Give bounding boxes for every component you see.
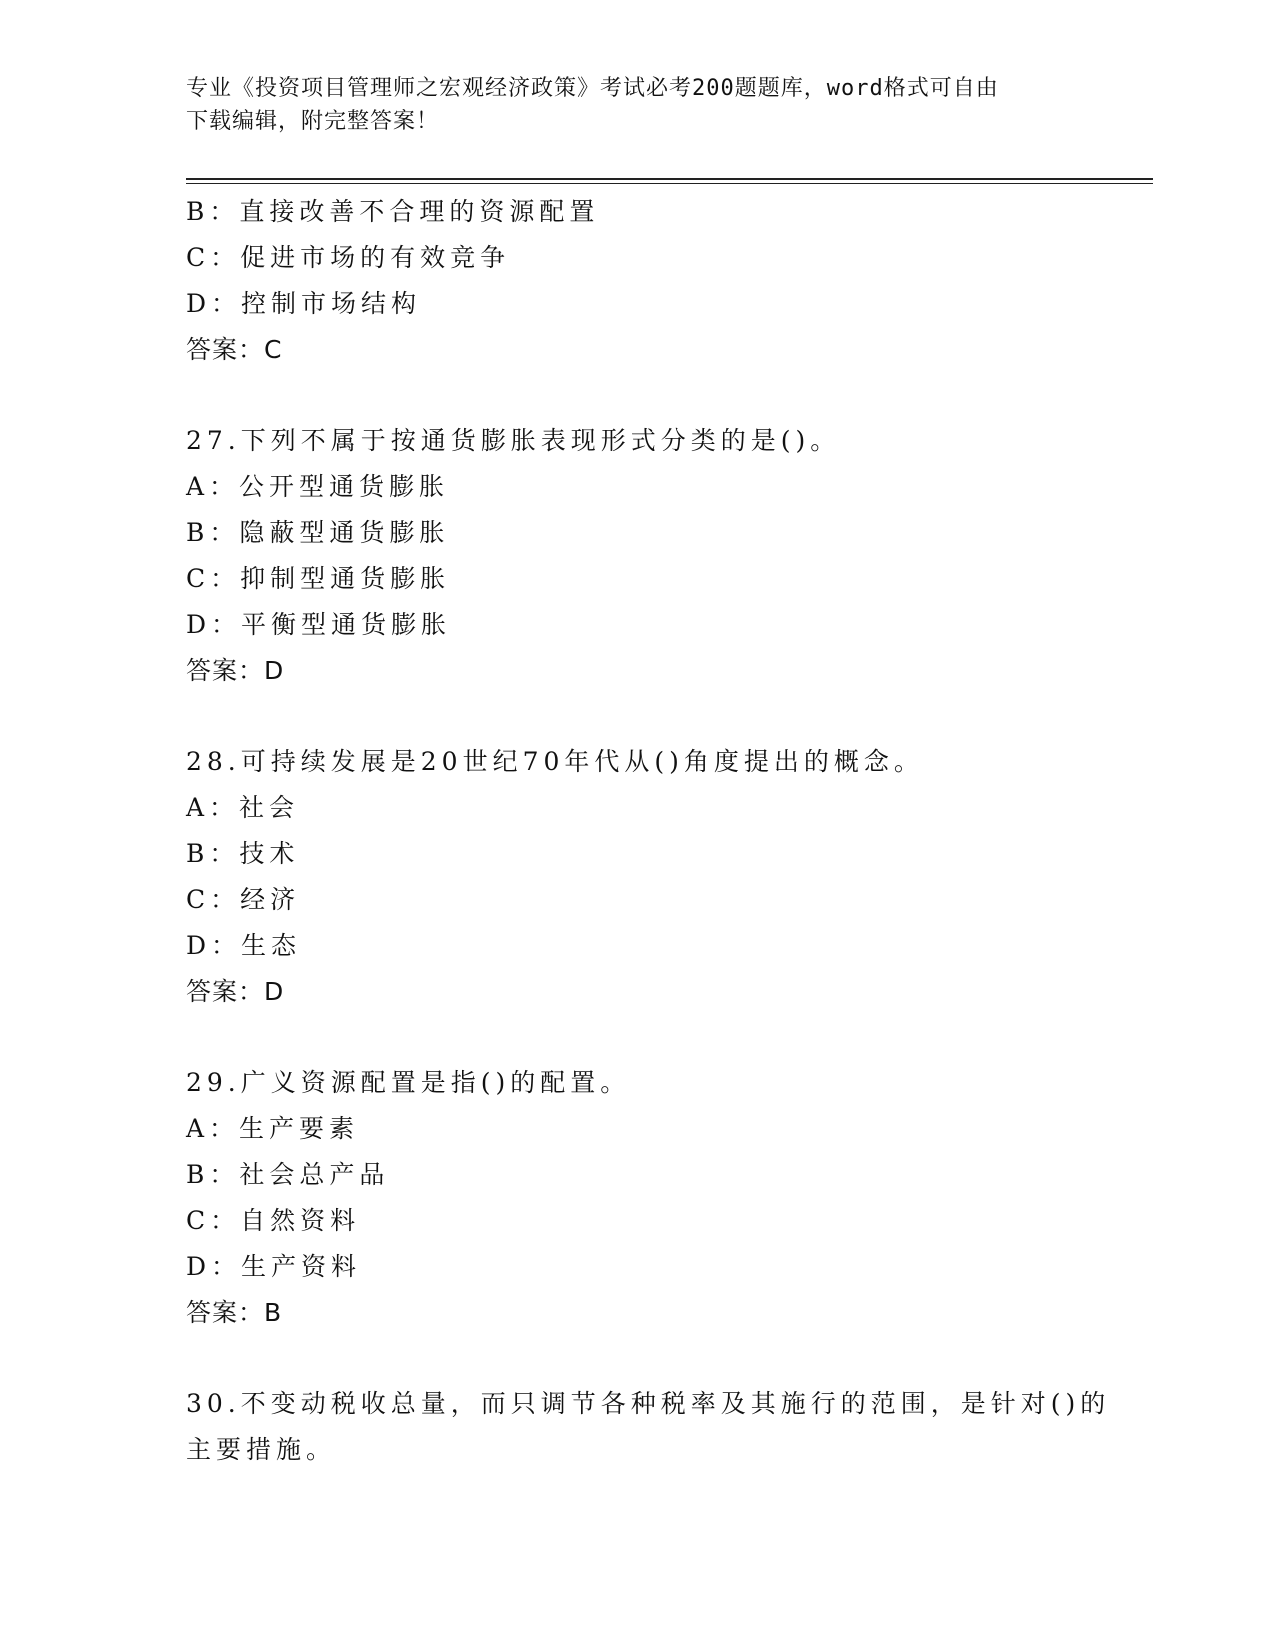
option-a: A：公开型通货膨胀 xyxy=(186,472,450,501)
question-stem: 29.广义资源配置是指()的配置。 xyxy=(186,1068,631,1097)
question-stem-line-1: 30.不变动税收总量，而只调节各种税率及其施行的范围，是针对()的 xyxy=(186,1389,1111,1418)
option-d: D：控制市场结构 xyxy=(186,289,422,318)
option-b: B：社会总产品 xyxy=(186,1160,390,1189)
answer: 答案：D xyxy=(186,656,285,685)
question-stem: 28.可持续发展是20世纪70年代从()角度提出的概念。 xyxy=(186,747,924,776)
option-b: B：直接改善不合理的资源配置 xyxy=(186,197,600,226)
document-header xyxy=(186,72,1066,138)
question-stem: 27.下列不属于按通货膨胀表现形式分类的是()。 xyxy=(186,426,841,455)
option-a: A：社会 xyxy=(186,793,300,822)
option-c: C：抑制型通货膨胀 xyxy=(186,564,451,593)
question-30 xyxy=(186,1381,1146,1473)
answer: 答案：C xyxy=(186,335,283,364)
question-29 xyxy=(186,1060,1146,1336)
header-line-2: 下载编辑，附完整答案！ xyxy=(186,109,440,134)
answer: 答案：D xyxy=(186,977,285,1006)
header-divider-thin xyxy=(186,183,1153,184)
option-a: A：生产要素 xyxy=(186,1114,360,1143)
option-c: C：自然资料 xyxy=(186,1206,361,1235)
option-b: B：隐蔽型通货膨胀 xyxy=(186,518,450,547)
option-d: D：平衡型通货膨胀 xyxy=(186,610,452,639)
option-d: D：生态 xyxy=(186,931,302,960)
header-line-1: 专业《投资项目管理师之宏观经济政策》考试必考200题题库，word格式可自由 xyxy=(186,76,999,101)
question-list xyxy=(186,189,1146,1473)
option-c: C：促进市场的有效竞争 xyxy=(186,243,511,272)
option-b: B：技术 xyxy=(186,839,300,868)
option-c: C：经济 xyxy=(186,885,301,914)
header-divider-thick xyxy=(186,178,1153,180)
question-stem-line-2: 主要措施。 xyxy=(186,1435,337,1464)
answer: 答案：B xyxy=(186,1298,283,1327)
question-28 xyxy=(186,739,1146,1015)
question-27 xyxy=(186,418,1146,694)
option-d: D：生产资料 xyxy=(186,1252,362,1281)
question-26-tail xyxy=(186,189,1146,373)
